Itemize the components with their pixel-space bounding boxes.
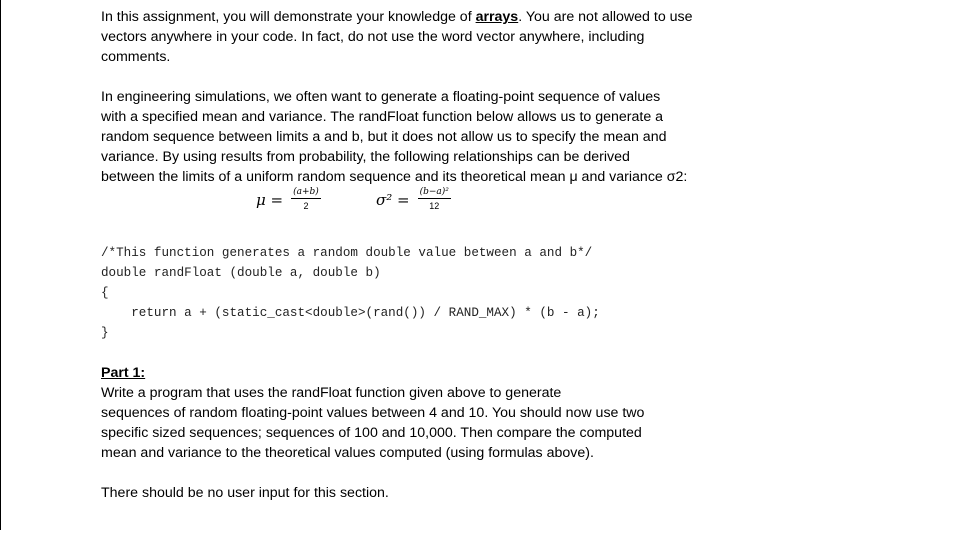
part1-line: Write a program that uses the randFloat function given above to generate (101, 385, 562, 401)
code-block (101, 243, 801, 343)
part1-title: Part 1: (101, 365, 146, 381)
variance-denominator: 12 (429, 201, 440, 211)
mean-formula (256, 187, 321, 212)
variance-numerator: (b−a)² (419, 187, 449, 197)
part1-line: mean and variance to the theoretical values computed (using formulas above). (101, 445, 594, 461)
part1-line: specific sized sequences; sequences of 100 and 10,000. Then compare the computed (101, 425, 642, 441)
code-line: } (101, 326, 109, 340)
part1-section (101, 363, 801, 463)
intro-text-after: . You are not allowed to use (518, 9, 693, 25)
left-border-line (0, 0, 1, 530)
intro-line-2: vectors anywhere in your code. In fact, do not use the word vector anywhere, including (101, 29, 645, 45)
background-line: random sequence between limits a and b, but it does not allow us to specify the mean and (101, 129, 667, 145)
background-line: variance. By using results from probability, the following relationships can be derived (101, 149, 630, 165)
code-line: return a + (static_cast<double>(rand()) / RAND_MAX) * (b - a); (101, 306, 600, 320)
part1-note: There should be no user input for this section. (101, 485, 389, 501)
part1-line: sequences of random floating-point values between 4 and 10. You should now use two (101, 405, 645, 421)
variance-symbol: σ² = (376, 190, 410, 209)
intro-paragraph (101, 7, 801, 67)
background-line: between the limits of a uniform random sequence and its theoretical mean μ and variance σ2: (101, 169, 688, 185)
code-line: /*This function generates a random double value between a and b*/ (101, 246, 593, 260)
code-line: { (101, 286, 109, 300)
variance-formula (376, 187, 451, 212)
assignment-document (101, 7, 801, 503)
mean-fraction (291, 187, 321, 212)
background-line: with a specified mean and variance. The randFloat function below allows us to generate a (101, 109, 664, 125)
variance-fraction (418, 187, 451, 212)
background-line: In engineering simulations, we often want to generate a floating-point sequence of values (101, 89, 661, 105)
intro-line-3: comments. (101, 49, 171, 65)
mean-numerator: (a+b) (293, 187, 319, 197)
intro-line-1 (101, 7, 801, 27)
intro-text: In this assignment, you will demonstrate your knowledge of (101, 9, 476, 25)
mean-denominator: 2 (303, 201, 309, 211)
formula-row (101, 187, 801, 223)
code-line: double randFloat (double a, double b) (101, 266, 381, 280)
background-paragraph (101, 87, 801, 187)
arrays-emphasis: arrays (475, 9, 519, 25)
mean-symbol: μ = (256, 190, 284, 209)
